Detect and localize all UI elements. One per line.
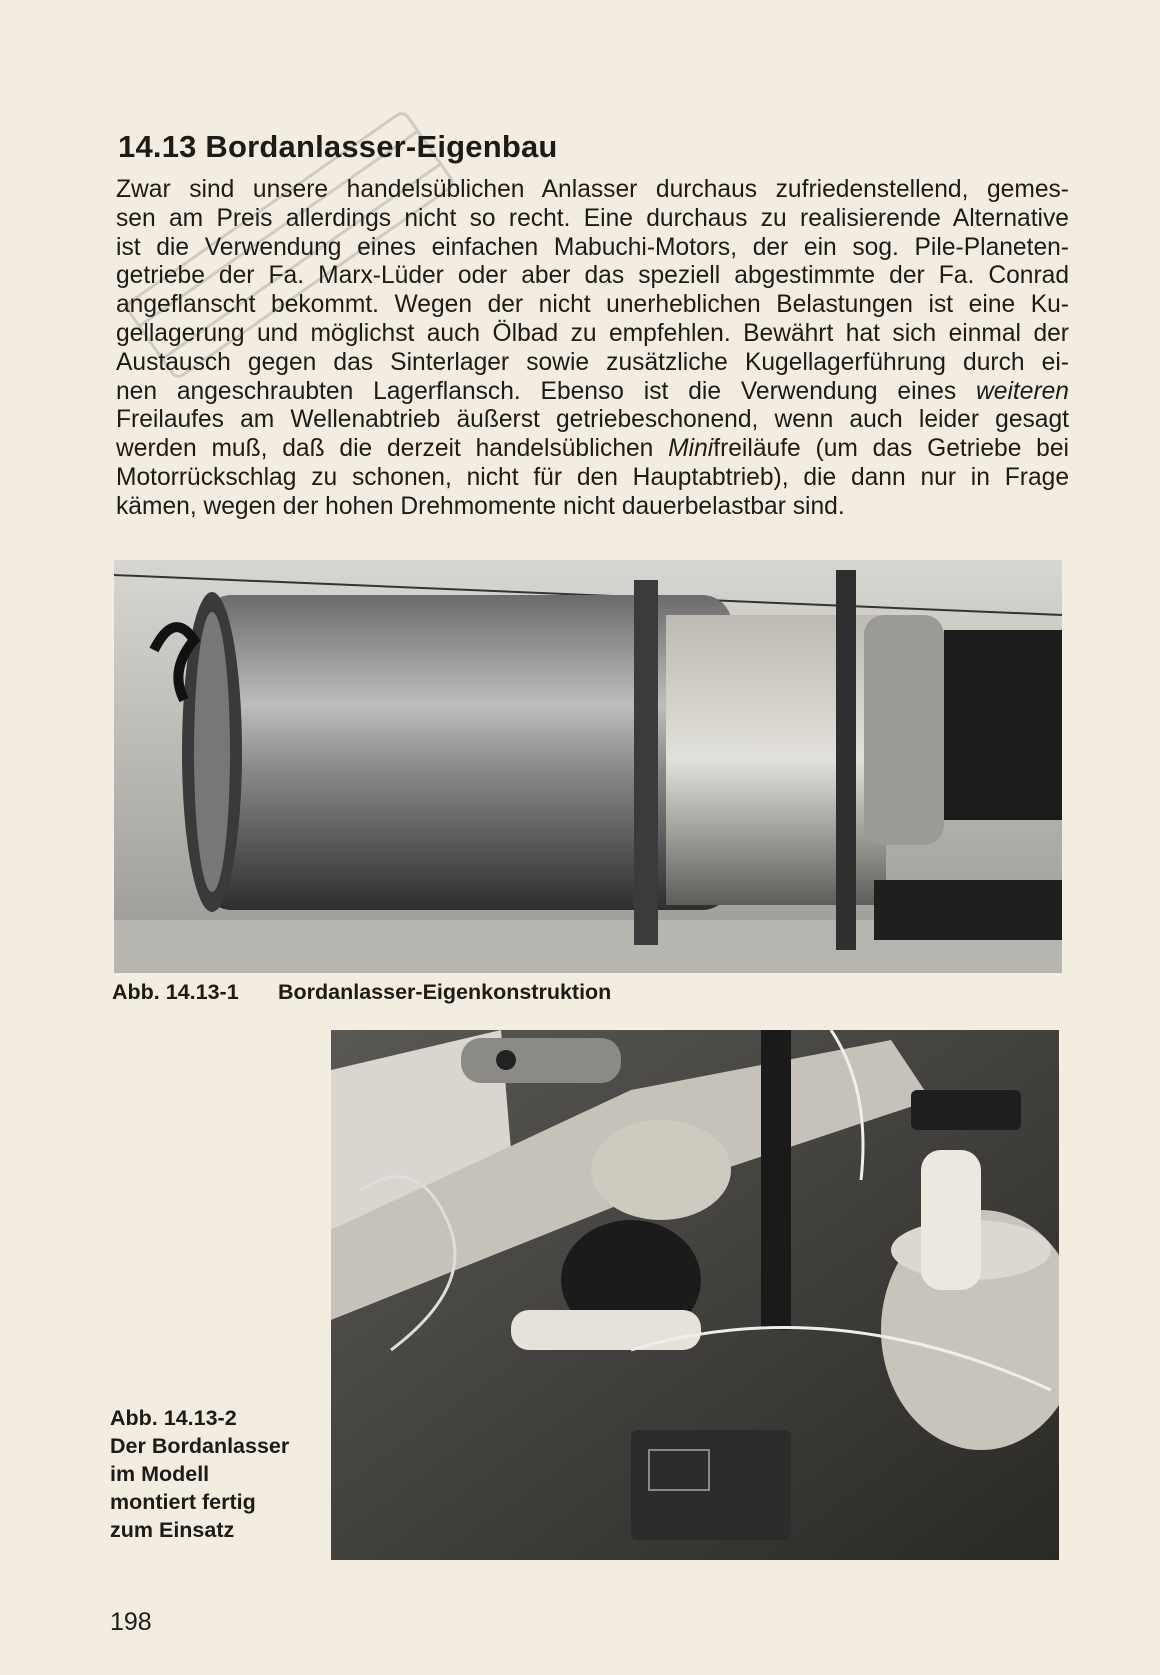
body-paragraph [116, 176, 1069, 522]
body-text-segment: werden muß, daß die derzeit handelsüblichen [116, 435, 669, 463]
figure-2-caption [110, 1404, 320, 1544]
body-text-segment: nen angeschraubten Lagerflansch. Ebenso ist die Verwendung eines [116, 377, 977, 405]
section-heading: 14.13 Bordanlasser-Eigenbau [118, 129, 558, 164]
page-number: 198 [110, 1608, 152, 1636]
body-italic-word: weiteren [976, 377, 1069, 405]
body-line: kämen, wegen der hohen Drehmomente nicht dauerbelastbar sind. [116, 492, 845, 520]
figure-1-title: Bordanlasser-Eigenkonstruktion [278, 980, 612, 1004]
figure-1-photo [114, 560, 1062, 973]
body-italic-word: Mini [668, 435, 714, 463]
body-line: Austausch gegen das Sinterlager sowie zusätzliche Kugellagerführung durch ei- [116, 348, 1069, 376]
body-line: sen am Preis allerdings nicht so recht. Eine durchaus zu realisierende Alternative [116, 204, 1069, 232]
body-line: angeflanscht bekommt. Wegen der nicht unerheblichen Belastungen ist eine Ku- [116, 291, 1069, 319]
figure-2-title-line: zum Einsatz [110, 1518, 235, 1542]
body-line: Freilaufes am Wellenabtrieb äußerst getriebeschonend, wenn auch leider gesagt [116, 406, 1069, 434]
body-line: getriebe der Fa. Marx-Lüder oder aber das speziell abgestimmte der Fa. Conrad [116, 262, 1069, 290]
body-line [116, 435, 1069, 464]
body-line: ist die Verwendung eines einfachen Mabuchi-Motors, der ein sog. Pile-Planeten- [116, 233, 1069, 261]
figure-2-number: Abb. 14.13-2 [110, 1406, 237, 1430]
body-text-segment: freiläufe (um das Getriebe bei [713, 435, 1069, 463]
figure-1-number: Abb. 14.13-1 [112, 980, 239, 1004]
body-line: Motorrückschlag zu schonen, nicht für den Hauptabtrieb), die dann nur in Frage [116, 463, 1069, 491]
figure-2-title-line: montiert fertig [110, 1490, 256, 1514]
figure-1-caption [112, 980, 611, 1005]
body-line: Zwar sind unsere handelsüblichen Anlasser durchaus zufriedenstellend, gemes- [116, 176, 1069, 203]
figure-2-photo [331, 1030, 1059, 1560]
figure-2-title-line: im Modell [110, 1462, 210, 1486]
figure-2-title-line: Der Bordanlasser [110, 1434, 290, 1458]
body-line: gellagerung und möglichst auch Ölbad zu empfehlen. Bewährt hat sich einmal der [116, 319, 1069, 347]
body-line [116, 378, 1069, 407]
